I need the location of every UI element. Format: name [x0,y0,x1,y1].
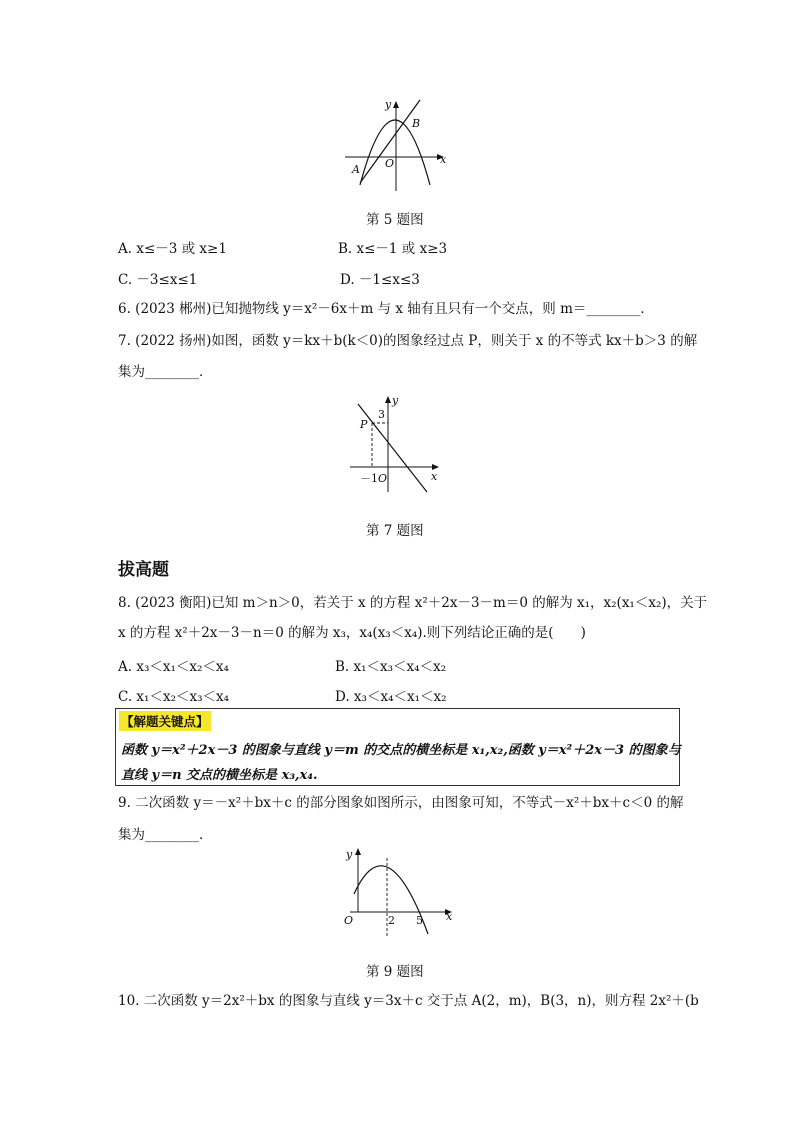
q8-option-c: C. x₁＜x₂＜x₃＜x₄ [118,689,230,705]
question-7-line-2: 集为________． [118,364,213,380]
figure-7-caption: 第 7 题图 [366,523,424,539]
key-point-line-2: 直线 y＝n 交点的横坐标是 x₃,x₄. [121,768,318,783]
section-title: 拔高题 [118,560,169,580]
key-point-line-1: 函数 y＝x²＋2x－3 的图象与直线 y＝m 的交点的横坐标是 x₁,x₂,函数 y＝x²＋2x－3 的图象与 [121,743,681,758]
figure-5-graph [340,95,455,195]
line-ab [360,100,420,183]
y-axis-arrow [393,101,399,108]
question-6: 6. (2023 郴州)已知抛物线 y＝x²－6x＋m 与 x 轴有且只有一个交点，则 m＝________． [118,301,654,317]
figure-7-graph [340,392,450,502]
q5-option-a: A. x≤－3 或 x≥1 [118,241,227,257]
label-origin: O [385,157,395,170]
question-7-line-1: 7. (2022 扬州)如图，函数 y＝kx＋b(k＜0)的图象经过点 P，则关于 x 的不等式 kx＋b＞3 的解 [118,333,698,349]
label-origin: O [344,914,354,927]
q5-option-b: B. x≤－1 或 x≥3 [338,241,448,257]
q8-option-b: B. x₁＜x₃＜x₄＜x₂ [335,659,447,675]
question-8-line-2: x 的方程 x²＋2x－3－n＝0 的解为 x₃，x₄(x₃＜x₄).则下列结论正确的是( ) [118,625,586,641]
key-point-box [115,708,680,786]
label-y: y [346,848,353,861]
label-x: x [446,910,453,923]
label-x: x [431,470,438,483]
label-y: y [385,98,392,111]
label-origin: O [378,472,388,485]
question-10: 10. 二次函数 y＝2x²＋bx 的图象与直线 y＝3x＋c 交于点 A(2，m)，B(3，n)，则方程 2x²＋(b [118,993,699,1009]
figure-9-caption: 第 9 题图 [366,964,424,980]
label-five: 5 [416,914,423,927]
question-8-line-1: 8. (2023 衡阳)已知 m＞n＞0，若关于 x 的方程 x²＋2x－3－m＝0 的解为 x₁，x₂(x₁＜x₂)，关于 [118,595,708,611]
label-y: y [392,394,399,407]
q8-option-a: A. x₃＜x₁＜x₂＜x₄ [118,659,229,675]
figure-5-caption: 第 5 题图 [366,212,424,228]
q5-option-c: C. －3≤x≤1 [118,272,198,288]
y-axis-arrow [355,848,361,855]
question-9-line-1: 9. 二次函数 y＝－x²＋bx＋c 的部分图象如图所示，由图象可知，不等式－x²＋bx＋c＜0 的解 [118,795,684,811]
q8-option-d: D. x₃＜x₄＜x₁＜x₂ [335,689,447,705]
question-9-line-2: 集为________． [118,827,213,843]
label-p: P [360,418,368,431]
label-x: x [440,153,447,166]
key-point-tag: 【解题关键点】 [119,711,211,731]
label-two: 2 [388,914,395,927]
figure-9-graph [340,842,460,942]
q5-option-d: D. －1≤x≤3 [340,272,420,288]
label-a: A [352,163,360,176]
label-three: 3 [378,408,385,421]
label-b: B [412,117,421,130]
label-neg1: －1 [360,472,378,485]
y-axis-arrow [385,396,391,403]
